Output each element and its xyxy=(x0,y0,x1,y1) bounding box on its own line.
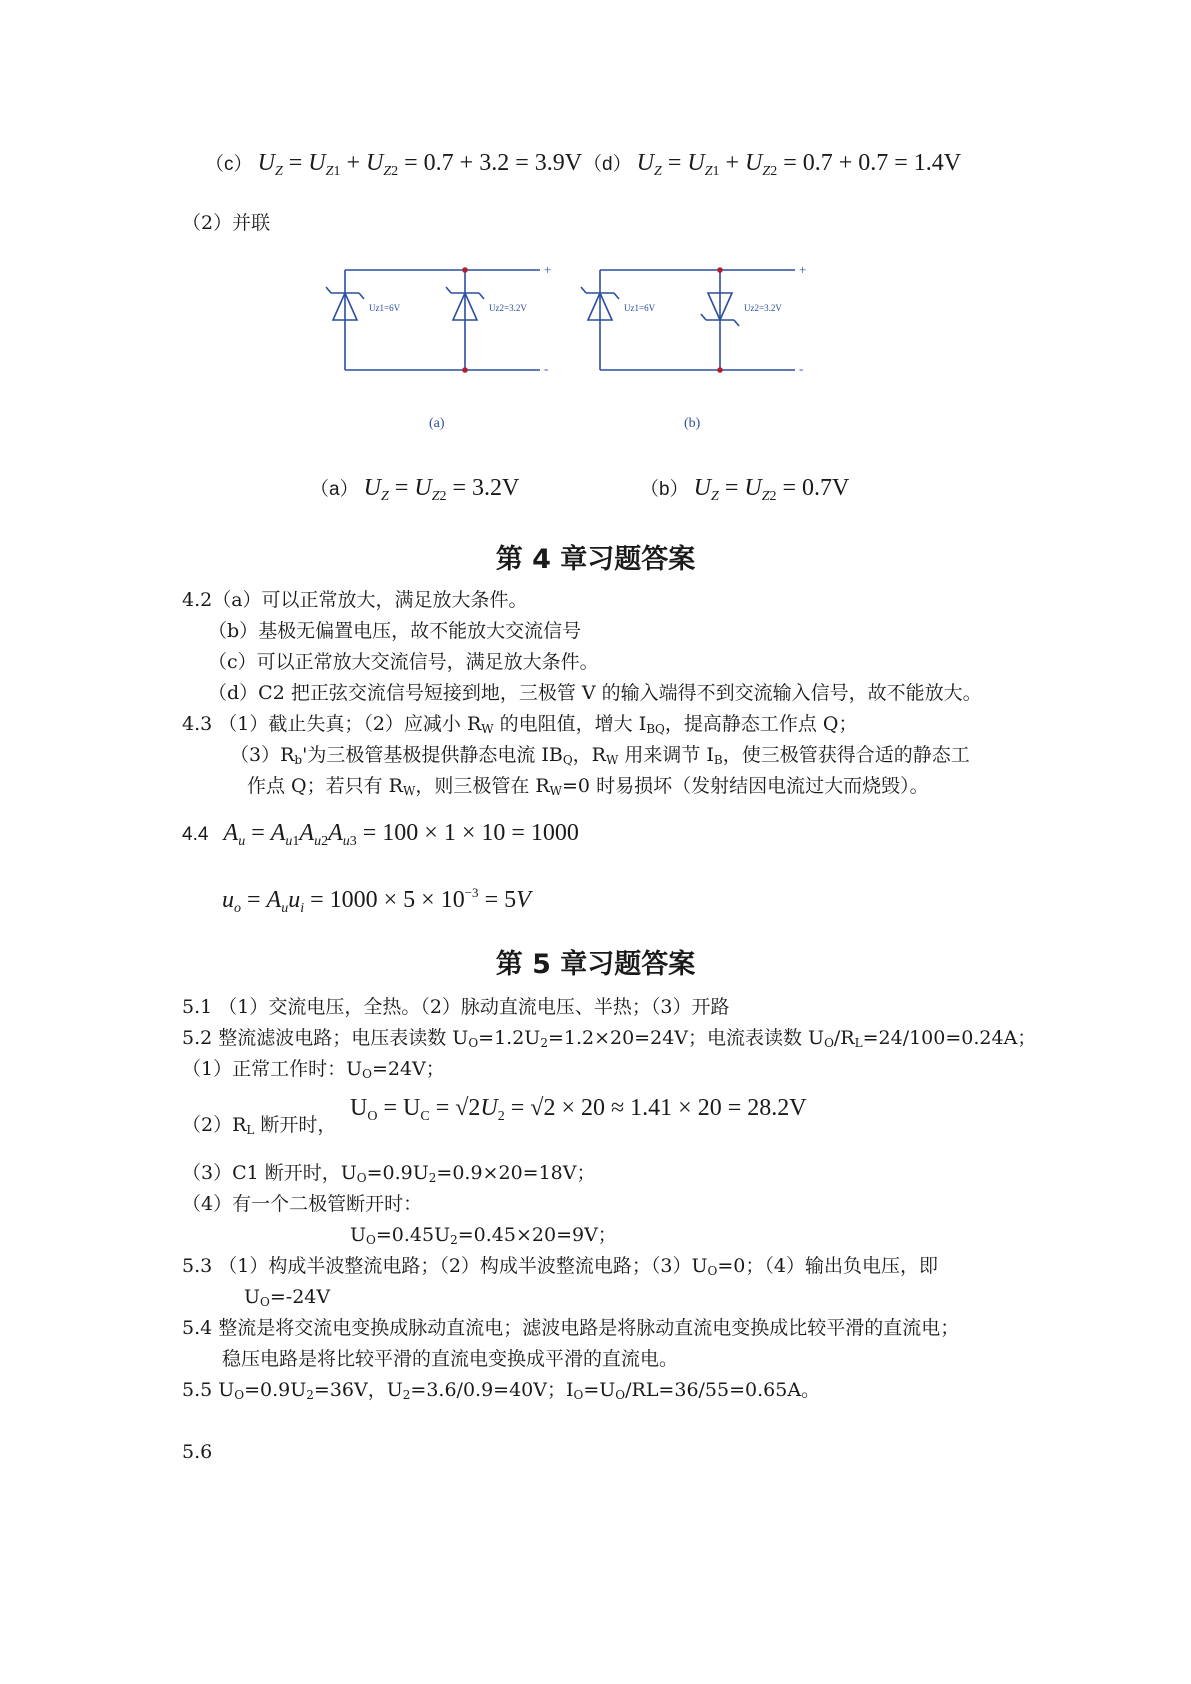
q52-2-formula-lhs: $U_O = U_C = √2U_2 = √2 \times 20 \approx 1.41 \times 20 = 28.2V$ xyxy=(350,1095,807,1124)
q52-4: （4）有一个二极管断开时： xyxy=(182,1193,423,1215)
q51: 5.1 （1）交流电压，全热。（2）脉动直流电压、半热；（3）开路 xyxy=(182,996,730,1018)
q52-2-text-a: （2）R xyxy=(182,1114,247,1136)
q52-3-text-c: =0.9×20=18V； xyxy=(436,1162,596,1184)
plus-b: + xyxy=(799,262,807,277)
formula-c-label: （c） xyxy=(205,154,253,175)
q55-text-b: =0.9U xyxy=(244,1379,307,1401)
q55-sub-o3: O xyxy=(615,1388,626,1402)
q43-4-sub-w2: W xyxy=(549,784,563,798)
q52-text-c: =1.2×20=24V；电流表读数 U xyxy=(547,1027,825,1049)
q43-line2 xyxy=(230,742,970,768)
q52-3-sub-2: 2 xyxy=(428,1171,437,1185)
q55-text-e: =U xyxy=(583,1379,616,1401)
q54-line2: 稳压电路是将比较平滑的直流电变换成平滑的直流电。 xyxy=(222,1348,679,1370)
q52-4-text-b: =0.45U xyxy=(375,1224,451,1246)
q53-text-a: 5.3 （1）构成半波整流电路；（2）构成半波整流电路；（3）U xyxy=(182,1255,708,1277)
q43-3-sub-b: b xyxy=(294,753,303,767)
q53-sub-o1: O xyxy=(707,1264,718,1278)
zener1-b-label: Uz1=6V xyxy=(624,303,656,313)
result-a xyxy=(310,475,519,503)
circuit-b xyxy=(581,270,795,370)
q44-expr2-a: = 1000 × 5 × 10 xyxy=(310,887,465,913)
q43-sub-bq: BQ xyxy=(646,722,665,736)
q55-text-d: =3.6/0.9=40V；I xyxy=(410,1379,574,1401)
formula-c xyxy=(205,150,582,178)
q52-sub-2: 2 xyxy=(540,1036,548,1050)
formula-c-rhs: = 0.7 + 3.2 = 3.9V xyxy=(404,150,583,176)
chapter4-heading: 第 4 章习题答案 xyxy=(495,544,696,575)
q43-text-b: 的电阻值，增大 I xyxy=(493,713,647,735)
q52-3-text-b: =0.9U xyxy=(366,1162,429,1184)
formula-d xyxy=(583,150,961,178)
q52-text-a: 5.2 整流滤波电路；电压表读数 U xyxy=(182,1027,469,1049)
q44-expr2-exp: −3 xyxy=(464,885,479,900)
formula-d-label: （d） xyxy=(583,154,632,175)
result-b-lhs: $U_Z = U_{Z2}$ xyxy=(693,475,777,504)
q43-4-text-c: =0 时易损坏（发射结因电流过大而烧毁）。 xyxy=(562,775,929,797)
q43-3-sub-q: Q xyxy=(562,753,573,767)
q43-3-text-c: ，R xyxy=(572,744,606,766)
q52-4-text-a: U xyxy=(350,1224,367,1246)
q52-1 xyxy=(182,1056,445,1082)
q55-sub-o2: O xyxy=(573,1388,584,1402)
q43-text-c: ，提高静态工作点 Q； xyxy=(664,713,858,735)
q55 xyxy=(182,1377,820,1403)
q43-3-text-a: （3）R xyxy=(230,744,295,766)
formula-d-lhs: $U_Z = U_{Z1} + U_{Z2}$ xyxy=(636,150,778,179)
q52-4-sub-2: 2 xyxy=(450,1233,458,1247)
q44-expr1-lhs: $A_u = A_{u1}A_{u2}A_{u3}$ xyxy=(223,820,357,849)
q53-2-sub-o: O xyxy=(260,1295,270,1309)
q44-line1 xyxy=(182,820,579,848)
q55-text-f: /RL=36/55=0.65A。 xyxy=(625,1379,821,1401)
minus-a: - xyxy=(544,361,549,376)
formula-c-lhs: $U_Z = U_{Z1} + U_{Z2}$ xyxy=(257,150,399,179)
q53-2-text-b: =-24V xyxy=(269,1286,331,1308)
q52-4-formula xyxy=(350,1222,617,1248)
q42-a: 4.2（a）可以正常放大，满足放大条件。 xyxy=(182,589,528,611)
q42-b: （b）基极无偏置电压，故不能放大交流信号 xyxy=(208,620,582,642)
circuit-a xyxy=(326,270,540,370)
q55-sub-o1: O xyxy=(234,1388,245,1402)
q52-2-text-b: 断开时， xyxy=(254,1114,337,1136)
q44-label: 4.4 xyxy=(182,824,209,845)
result-b-label: （b） xyxy=(640,479,689,500)
q43-4-text-b: ，则三极管在 R xyxy=(415,775,550,797)
zener1-a-label: Uz1=6V xyxy=(369,303,401,313)
parallel-heading: （2）并联 xyxy=(182,212,271,234)
result-a-label: （a） xyxy=(310,479,359,500)
q43-line1 xyxy=(182,711,858,737)
q42-d: （d）C2 把正弦交流信号短接到地，三极管 V 的输入端得不到交流输入信号，故不能放大。 xyxy=(208,682,982,704)
q52-sub-l: L xyxy=(854,1036,863,1050)
q42-c: （c）可以正常放大交流信号，满足放大条件。 xyxy=(208,651,599,673)
q43-3-sub-bb: B xyxy=(713,753,723,767)
result-a-lhs: $U_Z = U_{Z2}$ xyxy=(363,475,447,504)
q53-line2 xyxy=(244,1284,330,1310)
q44-expr1-rhs: = 100 × 1 × 10 = 1000 xyxy=(362,820,579,846)
circuit-a-caption: (a) xyxy=(429,416,445,431)
q52-2 xyxy=(182,1112,336,1138)
q54-line1: 5.4 整流是将交流电变换成脉动直流电；滤波电路是将脉动直流电变换成比较平滑的直流电； xyxy=(182,1317,960,1339)
q52-sub-o2: O xyxy=(824,1036,834,1050)
q44-expr2-b: = 5 xyxy=(478,887,517,913)
q52-text-d: /R xyxy=(833,1027,855,1049)
q53-text-b: =0；（4）输出负电压，即 xyxy=(717,1255,938,1277)
q43-4-sub-w1: W xyxy=(402,784,416,798)
q52-2-sub-l: L xyxy=(246,1123,255,1137)
q43-text-a: 4.3 （1）截止失真；（2）应减小 R xyxy=(182,713,482,735)
q43-3-text-b: '为三极管基极提供静态电流 IB xyxy=(302,744,563,766)
result-b-rhs: = 0.7V xyxy=(782,475,850,501)
q52-sub-o1: O xyxy=(468,1036,479,1050)
result-b xyxy=(640,475,849,503)
q53-2-text-a: U xyxy=(244,1286,261,1308)
q52-1-text-b: =24V； xyxy=(371,1058,445,1080)
q56: 5.6 xyxy=(182,1441,213,1463)
q55-sub-2a: 2 xyxy=(306,1388,314,1402)
q43-3-text-e: ，使三极管获得合适的静态工 xyxy=(722,744,970,766)
q44-expr2-lhs: $u_o = A_uu_i$ xyxy=(222,887,305,916)
q52-4-text-c: =0.45×20=9V； xyxy=(457,1224,617,1246)
q52-1-text-a: （1）正常工作时：U xyxy=(182,1058,363,1080)
q52-3-sub-o: O xyxy=(356,1171,367,1185)
q44-line2 xyxy=(222,885,531,914)
q55-sub-2b: 2 xyxy=(402,1388,411,1402)
q55-text-c: =36V，U xyxy=(313,1379,403,1401)
zener2-b-label: Uz2=3.2V xyxy=(744,303,782,313)
circuit-b-caption: (b) xyxy=(684,416,701,431)
plus-a: + xyxy=(544,262,552,277)
q52-text-e: =24/100=0.24A； xyxy=(862,1027,1037,1049)
zener-circuits xyxy=(300,240,860,440)
q43-3-sub-w: W xyxy=(605,753,619,767)
minus-b: - xyxy=(799,361,804,376)
chapter5-heading: 第 5 章习题答案 xyxy=(495,949,696,980)
q55-text-a: 5.5 U xyxy=(182,1379,235,1401)
q43-line3 xyxy=(247,773,929,799)
q53 xyxy=(182,1253,938,1279)
zener2-a-label: Uz2=3.2V xyxy=(489,303,527,313)
q52-3 xyxy=(182,1160,595,1186)
q52-2-formula xyxy=(350,1095,807,1122)
q52-4-sub-o: O xyxy=(366,1233,376,1247)
result-a-rhs: = 3.2V xyxy=(452,475,520,501)
q44-unit: V xyxy=(516,887,531,913)
q43-4-text-a: 作点 Q；若只有 R xyxy=(247,775,403,797)
q52 xyxy=(182,1025,1036,1051)
q52-1-sub-o: O xyxy=(362,1067,372,1081)
q52-3-text-a: （3）C1 断开时，U xyxy=(182,1162,357,1184)
formula-d-rhs: = 0.7 + 0.7 = 1.4V xyxy=(783,150,962,176)
q43-3-text-d: 用来调节 I xyxy=(618,744,714,766)
q43-sub-w: W xyxy=(481,722,494,736)
q52-text-b: =1.2U xyxy=(478,1027,541,1049)
